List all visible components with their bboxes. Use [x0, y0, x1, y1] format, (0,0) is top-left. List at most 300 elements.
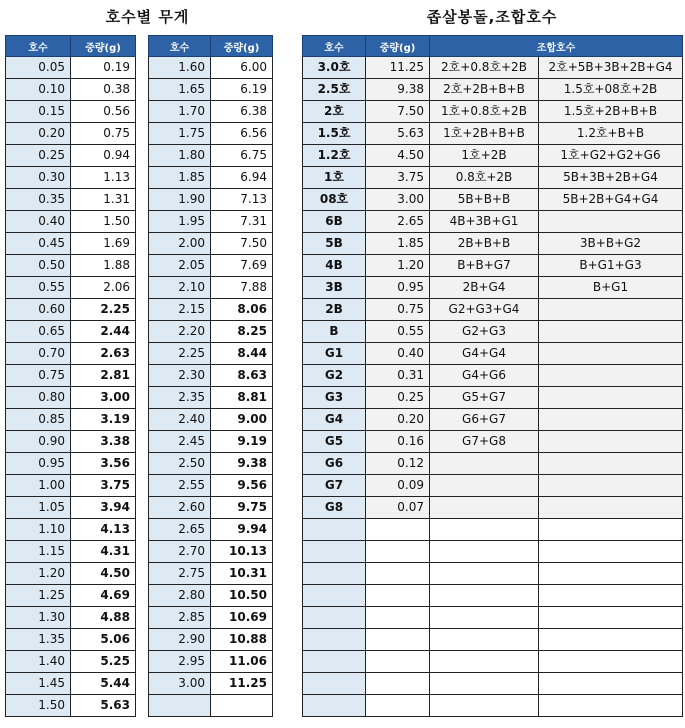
- weight-cell: 9.00: [211, 409, 273, 431]
- size-cell: 2.95: [149, 651, 211, 673]
- table-row: [6, 541, 136, 563]
- table-row: [303, 409, 683, 431]
- table-row: [6, 585, 136, 607]
- weight-cell: 2.44: [71, 321, 136, 343]
- weight-cell: 10.31: [211, 563, 273, 585]
- size-cell: 0.30: [6, 167, 71, 189]
- weight-cell: 10.13: [211, 541, 273, 563]
- weight-cell: 2.06: [71, 277, 136, 299]
- weight-cell: 1.50: [71, 211, 136, 233]
- weight-cell: 0.75: [366, 299, 430, 321]
- size-cell: G7: [303, 475, 366, 497]
- weight-cell: 8.44: [211, 343, 273, 365]
- weight-cell: 0.25: [366, 387, 430, 409]
- weight-cell: 0.19: [71, 57, 136, 79]
- table-row: [303, 299, 683, 321]
- size-cell: 0.15: [6, 101, 71, 123]
- combo-cell-1: [430, 607, 539, 629]
- table-row: [149, 695, 273, 717]
- weight-cell: 11.25: [211, 673, 273, 695]
- combo-cell-2: [539, 409, 683, 431]
- size-cell: [149, 695, 211, 717]
- weight-cell: [366, 651, 430, 673]
- size-cell: 1.95: [149, 211, 211, 233]
- size-cell: 3B: [303, 277, 366, 299]
- size-cell: 2.25: [149, 343, 211, 365]
- size-cell: 1.35: [6, 629, 71, 651]
- size-cell: 0.70: [6, 343, 71, 365]
- table-row: [303, 233, 683, 255]
- size-cell: 2.35: [149, 387, 211, 409]
- table-row: [303, 695, 683, 717]
- combo-cell-2: 1.5호+2B+B+B: [539, 101, 683, 123]
- weight-cell: 9.38: [366, 79, 430, 101]
- table-row: [149, 387, 273, 409]
- size-cell: 2.20: [149, 321, 211, 343]
- weight-cell: 0.95: [366, 277, 430, 299]
- combo-cell-2: 2호+5B+3B+2B+G4: [539, 57, 683, 79]
- size-cell: 2.65: [149, 519, 211, 541]
- table-row: [6, 365, 136, 387]
- table-row: [149, 57, 273, 79]
- table-row: [303, 57, 683, 79]
- table-row: [303, 79, 683, 101]
- weight-cell: 6.94: [211, 167, 273, 189]
- combo-cell-1: G4+G6: [430, 365, 539, 387]
- combo-cell-2: [539, 607, 683, 629]
- size-cell: 0.50: [6, 255, 71, 277]
- combo-cell-1: 2호+0.8호+2B: [430, 57, 539, 79]
- table-row: [6, 57, 136, 79]
- weight-cell: 0.38: [71, 79, 136, 101]
- weight-cell: 3.00: [366, 189, 430, 211]
- size-cell: 1.65: [149, 79, 211, 101]
- size-cell: 1.2호: [303, 145, 366, 167]
- weight-cell: [366, 541, 430, 563]
- combo-cell-2: 1.5호+08호+2B: [539, 79, 683, 101]
- table-row: [6, 123, 136, 145]
- combo-cell-2: [539, 629, 683, 651]
- weight-cell: 1.85: [366, 233, 430, 255]
- weight-cell: 8.06: [211, 299, 273, 321]
- table-row: [303, 189, 683, 211]
- weight-cell: 2.25: [71, 299, 136, 321]
- table-row: [303, 145, 683, 167]
- combo-cell-1: 1호+0.8호+2B: [430, 101, 539, 123]
- combo-cell-1: 1호+2B: [430, 145, 539, 167]
- size-cell: 2.90: [149, 629, 211, 651]
- size-cell: 0.40: [6, 211, 71, 233]
- size-cell: 2.55: [149, 475, 211, 497]
- weight-cell: 2.63: [71, 343, 136, 365]
- table-row: [303, 255, 683, 277]
- combo-cell-2: [539, 431, 683, 453]
- combo-cell-1: G6+G7: [430, 409, 539, 431]
- size-cell: 0.65: [6, 321, 71, 343]
- table-row: [6, 673, 136, 695]
- combo-cell-1: 1호+2B+B+B: [430, 123, 539, 145]
- weight-table-2: [148, 35, 273, 717]
- weight-cell: 10.69: [211, 607, 273, 629]
- weight-cell: [366, 519, 430, 541]
- size-cell: [303, 629, 366, 651]
- combo-cell-1: 0.8호+2B: [430, 167, 539, 189]
- size-cell: G4: [303, 409, 366, 431]
- combo-cell-2: [539, 651, 683, 673]
- combo-cell-2: [539, 519, 683, 541]
- size-cell: [303, 651, 366, 673]
- size-cell: 2.40: [149, 409, 211, 431]
- size-cell: 2.45: [149, 431, 211, 453]
- table-row: [6, 651, 136, 673]
- table-row: [303, 343, 683, 365]
- table-row: [303, 563, 683, 585]
- weight-cell: 5.06: [71, 629, 136, 651]
- combo-cell-2: 5B+3B+2B+G4: [539, 167, 683, 189]
- table-row: [149, 365, 273, 387]
- table-row: [6, 167, 136, 189]
- weight-cell: 7.31: [211, 211, 273, 233]
- table-row: [149, 651, 273, 673]
- weight-cell: 9.56: [211, 475, 273, 497]
- combo-cell-2: B+G1+G3: [539, 255, 683, 277]
- size-cell: 0.25: [6, 145, 71, 167]
- weight-cell: 10.50: [211, 585, 273, 607]
- table-row: [149, 101, 273, 123]
- size-header: 호수: [303, 36, 366, 57]
- size-cell: 1.70: [149, 101, 211, 123]
- size-cell: 1.40: [6, 651, 71, 673]
- size-cell: 3.00: [149, 673, 211, 695]
- weight-cell: 7.50: [211, 233, 273, 255]
- weight-header: 중량(g): [71, 36, 136, 57]
- size-cell: [303, 563, 366, 585]
- size-cell: 2.50: [149, 453, 211, 475]
- size-cell: 6B: [303, 211, 366, 233]
- table-row: [149, 629, 273, 651]
- combo-cell-2: [539, 475, 683, 497]
- weight-cell: 0.09: [366, 475, 430, 497]
- weight-cell: 9.38: [211, 453, 273, 475]
- size-cell: 0.95: [6, 453, 71, 475]
- table-row: [6, 497, 136, 519]
- size-cell: 1.60: [149, 57, 211, 79]
- size-cell: 1.20: [6, 563, 71, 585]
- table-row: [303, 453, 683, 475]
- weight-cell: 0.16: [366, 431, 430, 453]
- table-row: [149, 475, 273, 497]
- table-row: [303, 585, 683, 607]
- table-row: [303, 673, 683, 695]
- size-cell: 5B: [303, 233, 366, 255]
- size-cell: 0.75: [6, 365, 71, 387]
- table-row: [6, 431, 136, 453]
- size-cell: 0.45: [6, 233, 71, 255]
- weight-cell: 8.25: [211, 321, 273, 343]
- weight-cell: 1.69: [71, 233, 136, 255]
- weight-cell: 6.75: [211, 145, 273, 167]
- combo-cell-2: [539, 453, 683, 475]
- combo-cell-2: [539, 673, 683, 695]
- combo-cell-1: G4+G4: [430, 343, 539, 365]
- size-cell: G2: [303, 365, 366, 387]
- weight-header: 중량(g): [211, 36, 273, 57]
- weight-cell: 0.31: [366, 365, 430, 387]
- weight-cell: 7.88: [211, 277, 273, 299]
- combo-cell-1: [430, 563, 539, 585]
- weight-cell: 10.88: [211, 629, 273, 651]
- weight-cell: 0.20: [366, 409, 430, 431]
- combo-cell-1: 2B+G4: [430, 277, 539, 299]
- weight-cell: 0.55: [366, 321, 430, 343]
- weight-cell: 9.94: [211, 519, 273, 541]
- table-row: [303, 541, 683, 563]
- size-cell: 1.50: [6, 695, 71, 717]
- size-cell: 1.75: [149, 123, 211, 145]
- size-cell: 2.70: [149, 541, 211, 563]
- combo-cell-2: [539, 299, 683, 321]
- size-cell: B: [303, 321, 366, 343]
- combo-cell-2: 1.2호+B+B: [539, 123, 683, 145]
- combo-cell-1: [430, 475, 539, 497]
- table-row: [6, 189, 136, 211]
- combo-cell-2: 5B+2B+G4+G4: [539, 189, 683, 211]
- size-header: 호수: [6, 36, 71, 57]
- weight-cell: 1.31: [71, 189, 136, 211]
- size-cell: 2.75: [149, 563, 211, 585]
- size-cell: 4B: [303, 255, 366, 277]
- table-row: [303, 365, 683, 387]
- combo-cell-1: G2+G3: [430, 321, 539, 343]
- combo-cell-1: 5B+B+B: [430, 189, 539, 211]
- weight-table-1: [5, 35, 136, 717]
- size-cell: 2.5호: [303, 79, 366, 101]
- table-row: [149, 409, 273, 431]
- weight-cell: 7.50: [366, 101, 430, 123]
- table-row: [149, 277, 273, 299]
- table-row: [6, 255, 136, 277]
- table-row: [303, 101, 683, 123]
- combo-cell-1: [430, 497, 539, 519]
- size-cell: 2.10: [149, 277, 211, 299]
- weight-cell: 0.40: [366, 343, 430, 365]
- table-row: [149, 233, 273, 255]
- weight-cell: 3.00: [71, 387, 136, 409]
- weight-cell: 4.13: [71, 519, 136, 541]
- table-row: [303, 497, 683, 519]
- table-row: [149, 563, 273, 585]
- table-row: [303, 431, 683, 453]
- table-row: [6, 475, 136, 497]
- table-row: [303, 167, 683, 189]
- combo-cell-2: [539, 365, 683, 387]
- combo-cell-1: G7+G8: [430, 431, 539, 453]
- combo-cell-1: G5+G7: [430, 387, 539, 409]
- weight-cell: 0.12: [366, 453, 430, 475]
- weight-cell: 5.63: [366, 123, 430, 145]
- size-cell: 0.55: [6, 277, 71, 299]
- size-cell: 0.05: [6, 57, 71, 79]
- table-row: [303, 519, 683, 541]
- table-row: [149, 673, 273, 695]
- size-cell: 2.80: [149, 585, 211, 607]
- combo-cell-2: [539, 387, 683, 409]
- size-cell: [303, 519, 366, 541]
- size-cell: G5: [303, 431, 366, 453]
- combo-cell-1: [430, 651, 539, 673]
- table-row: [149, 321, 273, 343]
- weight-cell: 5.63: [71, 695, 136, 717]
- weight-cell: 6.38: [211, 101, 273, 123]
- table-row: [303, 629, 683, 651]
- right-title: 좁살봉돌,조합호수: [426, 8, 558, 26]
- weight-cell: 5.25: [71, 651, 136, 673]
- table-row: [149, 541, 273, 563]
- size-cell: G6: [303, 453, 366, 475]
- size-cell: 1호: [303, 167, 366, 189]
- table-row: [6, 607, 136, 629]
- weight-cell: 1.13: [71, 167, 136, 189]
- weight-cell: 11.06: [211, 651, 273, 673]
- size-cell: 2.60: [149, 497, 211, 519]
- weight-cell: 6.19: [211, 79, 273, 101]
- weight-cell: 5.44: [71, 673, 136, 695]
- weight-cell: 4.88: [71, 607, 136, 629]
- size-cell: 1.85: [149, 167, 211, 189]
- combo-cell-1: B+B+G7: [430, 255, 539, 277]
- weight-cell: 4.50: [71, 563, 136, 585]
- weight-cell: [366, 607, 430, 629]
- weight-cell: 2.81: [71, 365, 136, 387]
- weight-cell: 9.75: [211, 497, 273, 519]
- combo-cell-2: [539, 585, 683, 607]
- combo-cell-1: 2B+B+B: [430, 233, 539, 255]
- combination-table: [302, 35, 683, 717]
- table-row: [6, 233, 136, 255]
- table-row: [303, 475, 683, 497]
- table-row: [149, 189, 273, 211]
- table-row: [149, 79, 273, 101]
- table-row: [149, 211, 273, 233]
- size-cell: 1.45: [6, 673, 71, 695]
- weight-cell: 0.56: [71, 101, 136, 123]
- size-cell: 2.30: [149, 365, 211, 387]
- size-cell: 0.60: [6, 299, 71, 321]
- size-cell: 1.80: [149, 145, 211, 167]
- size-cell: 3.0호: [303, 57, 366, 79]
- table-row: [149, 453, 273, 475]
- combo-cell-2: [539, 563, 683, 585]
- weight-cell: 2.65: [366, 211, 430, 233]
- combo-cell-1: 2호+2B+B+B: [430, 79, 539, 101]
- table-row: [149, 431, 273, 453]
- weight-cell: 3.38: [71, 431, 136, 453]
- size-cell: [303, 541, 366, 563]
- size-cell: 0.10: [6, 79, 71, 101]
- table-row: [149, 343, 273, 365]
- weight-cell: [366, 695, 430, 717]
- combo-cell-2: [539, 695, 683, 717]
- combo-cell-2: [539, 343, 683, 365]
- size-cell: 2.00: [149, 233, 211, 255]
- table-row: [149, 585, 273, 607]
- size-cell: 0.85: [6, 409, 71, 431]
- table-row: [6, 299, 136, 321]
- weight-cell: 8.63: [211, 365, 273, 387]
- weight-cell: 3.56: [71, 453, 136, 475]
- combo-cell-1: G2+G3+G4: [430, 299, 539, 321]
- table-row: [303, 651, 683, 673]
- table-row: [149, 299, 273, 321]
- weight-cell: 1.20: [366, 255, 430, 277]
- table-row: [303, 321, 683, 343]
- weight-cell: 6.00: [211, 57, 273, 79]
- table-row: [6, 409, 136, 431]
- size-cell: 1.10: [6, 519, 71, 541]
- weight-cell: [366, 563, 430, 585]
- combo-cell-1: [430, 695, 539, 717]
- weight-cell: 11.25: [366, 57, 430, 79]
- table-row: [149, 607, 273, 629]
- combo-cell-1: [430, 541, 539, 563]
- size-cell: 0.80: [6, 387, 71, 409]
- table-row: [303, 277, 683, 299]
- weight-cell: 0.07: [366, 497, 430, 519]
- weight-cell: 1.88: [71, 255, 136, 277]
- combo-cell-1: [430, 629, 539, 651]
- table-row: [6, 277, 136, 299]
- size-cell: G3: [303, 387, 366, 409]
- size-cell: 2B: [303, 299, 366, 321]
- size-cell: 1.25: [6, 585, 71, 607]
- table-row: [6, 321, 136, 343]
- size-cell: G8: [303, 497, 366, 519]
- table-row: [149, 519, 273, 541]
- combo-cell-1: [430, 453, 539, 475]
- weight-cell: 7.69: [211, 255, 273, 277]
- left-title: 호수별 무게: [105, 8, 190, 26]
- weight-cell: 3.19: [71, 409, 136, 431]
- combo-cell-1: [430, 585, 539, 607]
- size-cell: [303, 607, 366, 629]
- size-cell: [303, 585, 366, 607]
- combo-cell-2: 3B+B+G2: [539, 233, 683, 255]
- size-cell: 0.90: [6, 431, 71, 453]
- size-cell: 0.20: [6, 123, 71, 145]
- weight-cell: [366, 673, 430, 695]
- table-row: [303, 607, 683, 629]
- table-row: [6, 145, 136, 167]
- size-cell: 2호: [303, 101, 366, 123]
- combo-cell-2: 1호+G2+G2+G6: [539, 145, 683, 167]
- table-row: [303, 211, 683, 233]
- table-row: [149, 255, 273, 277]
- size-cell: 1.05: [6, 497, 71, 519]
- combo-cell-1: 4B+3B+G1: [430, 211, 539, 233]
- size-cell: 1.00: [6, 475, 71, 497]
- table-row: [6, 211, 136, 233]
- combo-cell-2: [539, 211, 683, 233]
- table-row: [6, 101, 136, 123]
- table-row: [149, 123, 273, 145]
- combo-cell-2: [539, 541, 683, 563]
- combo-cell-2: B+G1: [539, 277, 683, 299]
- size-cell: 2.85: [149, 607, 211, 629]
- combo-cell-2: [539, 321, 683, 343]
- weight-cell: 4.69: [71, 585, 136, 607]
- size-cell: G1: [303, 343, 366, 365]
- weight-cell: 3.75: [366, 167, 430, 189]
